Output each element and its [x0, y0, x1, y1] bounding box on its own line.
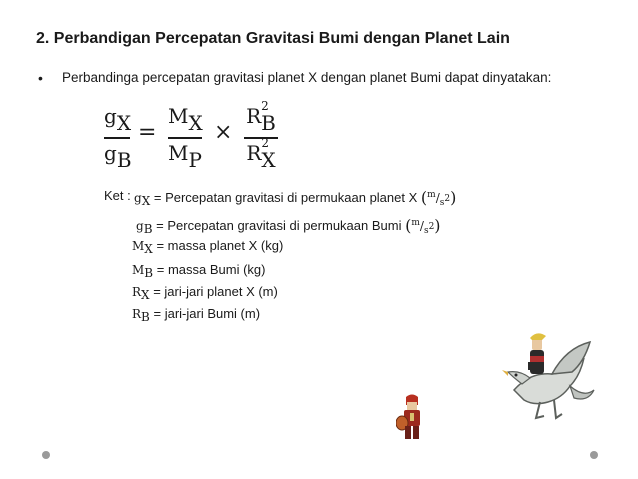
- bullet-text: Perbandinga percepatan gravitasi planet X dengan planet Bumi dapat dinyatakan:: [62, 70, 552, 85]
- ket-prefix: Ket :: [104, 188, 131, 203]
- slide-corner-dot-left: [42, 451, 50, 459]
- slide-corner-dot-right: [590, 451, 598, 459]
- ket-line-rb: $R_B$ = jari-jari Bumi (m): [132, 306, 261, 324]
- bird-rider-sprite-icon: [500, 328, 596, 426]
- gravity-fraction: $g_X$ $g_B$: [104, 104, 132, 172]
- ket-line-gx: $g_X$ = Percepatan gravitasi di permukaan planet X $(^m/_{s^2})$: [134, 188, 457, 209]
- bullet-marker: •: [38, 70, 43, 86]
- warrior-sprite-icon: [396, 393, 428, 441]
- ket-line-rx: $R_X$ = jari-jari planet X (m): [132, 284, 278, 302]
- ket-line-gb: $g_B$ = Percepatan gravitasi di permukaan Bumi $(^m/_{s^2})$: [136, 216, 441, 237]
- radius-fraction: R 2 $_B$ R 2 $_X$: [244, 104, 278, 172]
- equals-sign: =: [138, 120, 157, 145]
- times-sign: ×: [214, 120, 233, 145]
- ket-line-mb: $M_B$ = massa Bumi (kg): [132, 262, 266, 280]
- ket-line-mx: $M_X$ = massa planet X (kg): [132, 238, 284, 256]
- mass-fraction: $M_X$ $M_P$: [168, 104, 203, 172]
- slide-title: 2. Perbandigan Percepatan Gravitasi Bumi dengan Planet Lain: [36, 30, 510, 47]
